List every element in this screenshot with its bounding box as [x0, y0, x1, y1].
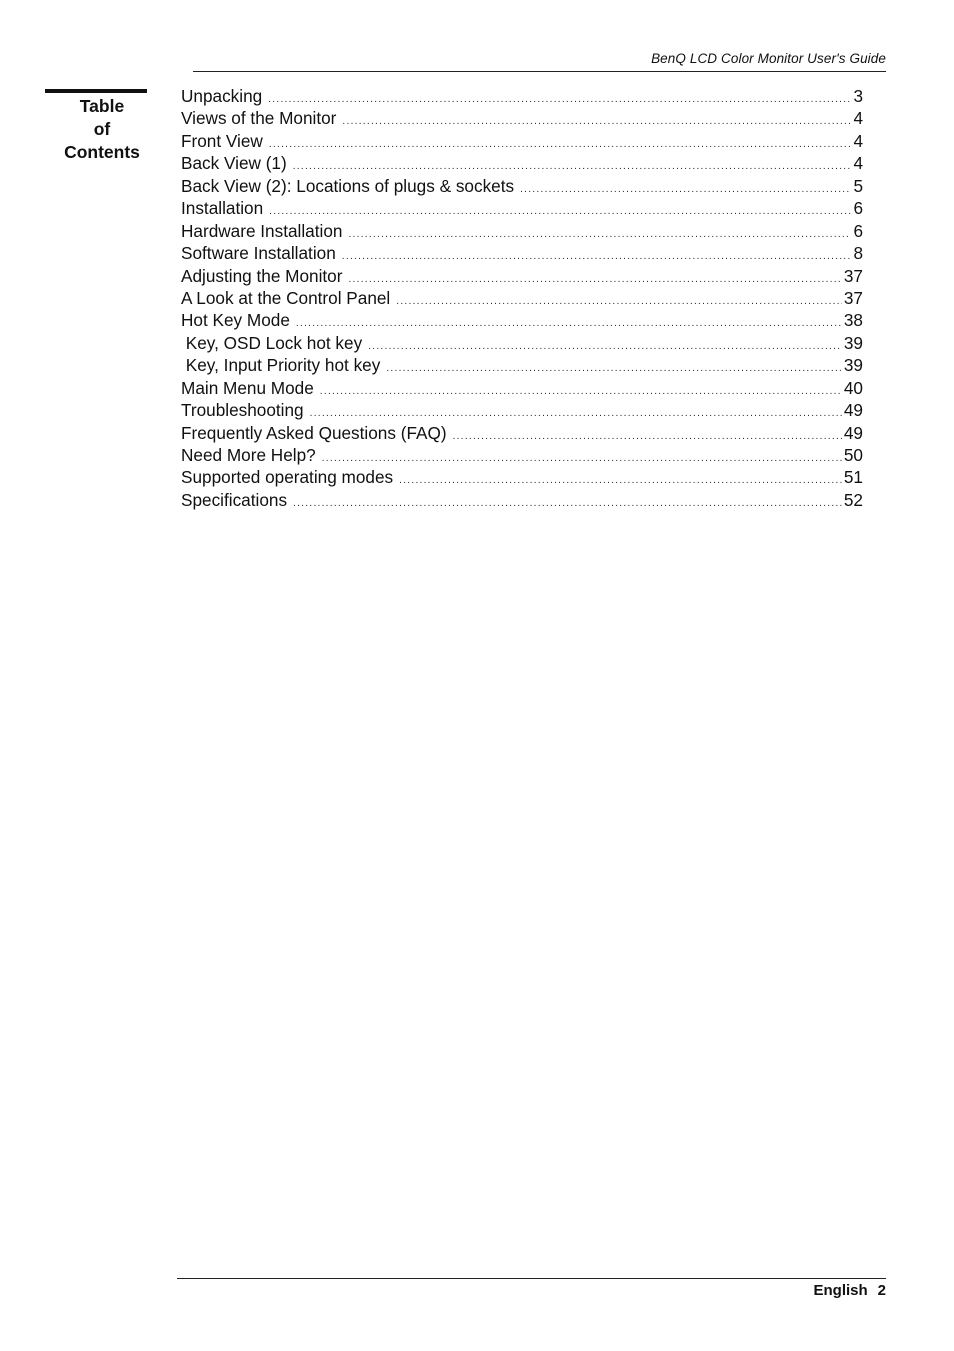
- toc-entry-title: Hot Key Mode: [181, 310, 290, 331]
- toc-entry-title: Key, OSD Lock hot key: [181, 332, 363, 353]
- toc-entry-page: 4: [853, 153, 863, 174]
- toc-entry-title: Back View (1): [181, 153, 287, 174]
- dot-leader: [268, 89, 851, 111]
- toc-entry[interactable]: [181, 422, 863, 444]
- toc-entry-title: Key, Input Priority hot key: [181, 355, 381, 376]
- toc-entry[interactable]: [181, 399, 863, 421]
- footer: [813, 1282, 886, 1299]
- toc-entry-page: 38: [843, 310, 863, 331]
- toc-entry[interactable]: [181, 130, 863, 152]
- dot-leader: [296, 313, 842, 335]
- toc-entry-page: 40: [843, 377, 863, 398]
- toc-entry-page: 52: [843, 489, 863, 510]
- dot-leader: [348, 269, 841, 291]
- toc-entry-page: 6: [853, 198, 863, 219]
- toc-list: [181, 85, 863, 511]
- toc-heading-bar: [45, 89, 147, 93]
- toc-entry[interactable]: [181, 197, 863, 219]
- toc-entry-title: Specifications: [181, 489, 288, 510]
- toc-entry[interactable]: [181, 377, 863, 399]
- toc-entry[interactable]: [181, 265, 863, 287]
- toc-entry-title: Back View (2): Locations of plugs & sockets: [181, 175, 515, 196]
- toc-entry-page: 3: [853, 86, 863, 106]
- footer-rule: [177, 1278, 886, 1279]
- toc-entry-page: 8: [853, 243, 863, 264]
- dot-leader: [396, 291, 842, 313]
- toc-entry-title: A Look at the Control Panel: [181, 287, 391, 308]
- toc-entry[interactable]: [181, 466, 863, 488]
- toc-entry-title: Installation: [181, 198, 264, 219]
- dot-leader: [293, 493, 842, 515]
- toc-heading-line2: of: [93, 119, 111, 139]
- toc-entry-title: Views of the Monitor: [181, 108, 337, 129]
- toc-entry-page: 49: [843, 422, 863, 443]
- header-rule: [193, 71, 886, 72]
- toc-entry-page: 37: [843, 265, 863, 286]
- footer-page-number: 2: [877, 1282, 886, 1299]
- toc-entry[interactable]: [181, 489, 863, 511]
- dot-leader: [320, 381, 842, 403]
- dot-leader: [342, 111, 851, 133]
- toc-entry[interactable]: [181, 354, 863, 376]
- toc-entry[interactable]: [181, 152, 863, 174]
- toc-heading: [48, 95, 156, 164]
- dot-leader: [520, 179, 851, 201]
- toc-entry-title: Need More Help?: [181, 445, 316, 465]
- dot-leader: [368, 336, 842, 358]
- toc-entry-title: Software Installation: [181, 243, 336, 264]
- toc-entry[interactable]: [181, 85, 863, 107]
- toc-entry-page: 4: [853, 130, 863, 151]
- toc-entry-page: 5: [853, 175, 863, 196]
- header-title: BenQ LCD Color Monitor User's Guide: [651, 51, 886, 66]
- toc-heading-line1: Table: [79, 96, 125, 116]
- toc-entry-title: Hardware Installation: [181, 220, 343, 241]
- dot-leader: [348, 224, 851, 246]
- toc-entry-title: Frequently Asked Questions (FAQ): [181, 422, 447, 443]
- toc-entry-page: 6: [853, 220, 863, 241]
- dot-leader: [453, 426, 842, 448]
- toc-heading-line3: Contents: [64, 142, 140, 162]
- toc-entry[interactable]: [181, 309, 863, 331]
- toc-entry-title: Supported operating modes: [181, 467, 394, 488]
- toc-entry-page: 37: [843, 287, 863, 308]
- toc-entry[interactable]: [181, 444, 863, 466]
- dot-leader: [269, 201, 851, 223]
- toc-entry[interactable]: [181, 220, 863, 242]
- dot-leader: [342, 246, 852, 268]
- toc-entry-title: Front View: [181, 130, 263, 151]
- toc-entry[interactable]: [181, 287, 863, 309]
- toc-entry[interactable]: [181, 242, 863, 264]
- dot-leader: [399, 470, 842, 492]
- dot-leader: [386, 358, 842, 380]
- toc-entry-title: Troubleshooting: [181, 400, 304, 421]
- toc-entry-title: Adjusting the Monitor: [181, 265, 343, 286]
- toc-entry[interactable]: [181, 332, 863, 354]
- toc-entry-title: Unpacking: [181, 86, 263, 106]
- toc-entry-page: 51: [843, 467, 863, 488]
- toc-entry-page: 39: [843, 332, 863, 353]
- dot-leader: [269, 134, 852, 156]
- toc-entry[interactable]: [181, 107, 863, 129]
- toc-entry-title: Main Menu Mode: [181, 377, 314, 398]
- toc-entry-page: 4: [853, 108, 863, 129]
- dot-leader: [322, 448, 842, 470]
- toc-entry-page: 39: [843, 355, 863, 376]
- toc-entry[interactable]: [181, 175, 863, 197]
- toc-entry-page: 50: [843, 445, 863, 465]
- footer-language: English: [813, 1282, 868, 1299]
- toc-entry-page: 49: [843, 400, 863, 421]
